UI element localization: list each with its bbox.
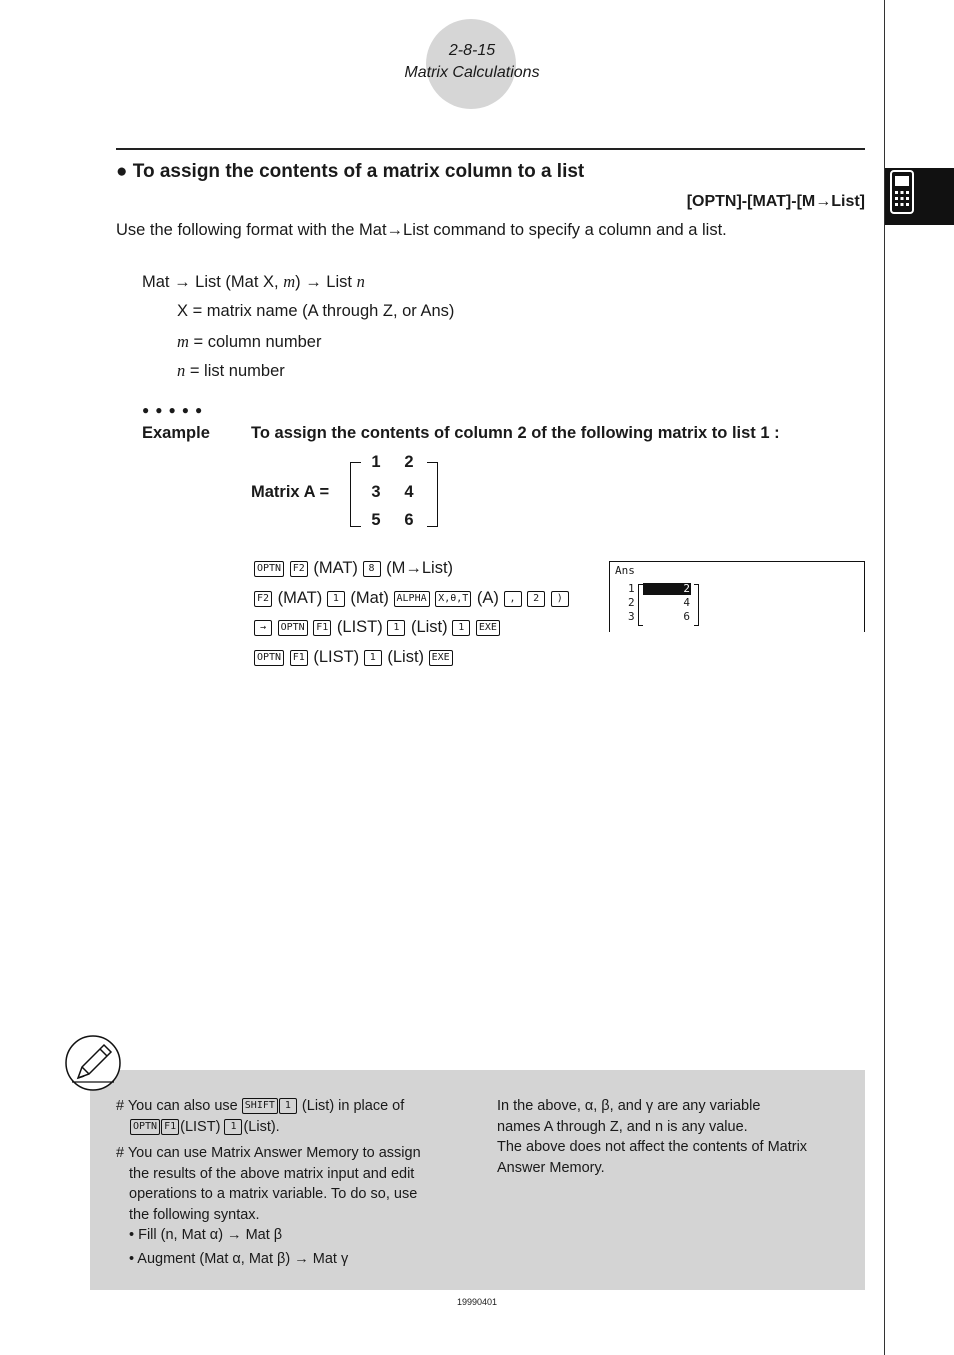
key-1: 1 xyxy=(452,620,470,636)
screen-right-bracket xyxy=(694,584,699,626)
top-rule xyxy=(116,148,865,150)
note-bullet-2: • Augment (Mat α, Mat β) → Mat γ xyxy=(129,1251,349,1267)
section-title: Matrix Calculations xyxy=(404,64,540,81)
note-2-line-1: # You can use Matrix Answer Memory to assign xyxy=(116,1145,421,1161)
key-f1: F1 xyxy=(161,1119,179,1135)
key-shift: SHIFT xyxy=(242,1098,278,1114)
key-sequence-line-2: F2 (MAT) 1 (Mat) ALPHA X,θ,T (A) , 2 ) xyxy=(254,589,570,608)
matrix-left-bracket xyxy=(350,462,361,527)
note-bullet-1: • Fill (n, Mat α) → Mat β xyxy=(129,1227,283,1243)
key-f1: F1 xyxy=(313,620,331,636)
matrix-cell: 5 xyxy=(371,511,381,529)
page-number: 2-8-15 xyxy=(448,42,496,59)
heading-text: To assign the contents of a matrix column to a list xyxy=(132,161,585,182)
note-right-line-1: In the above, α, β, and γ are any variable xyxy=(497,1098,761,1114)
matrix-cell: 2 xyxy=(404,453,414,471)
key-comma: , xyxy=(504,591,522,607)
key-8: 8 xyxy=(363,561,381,577)
key-sequence-line-4: OPTN F1 (LIST) 1 (List) EXE xyxy=(254,648,454,667)
matrix-cell: 4 xyxy=(404,483,414,501)
example-dots: ●●●●● xyxy=(142,403,209,417)
key-1: 1 xyxy=(364,650,382,666)
key-exe: EXE xyxy=(429,650,453,666)
key-sequence-line-1: OPTN F2 (MAT) 8 (M→List) xyxy=(254,559,453,578)
key-1: 1 xyxy=(224,1119,242,1135)
note-right-line-3: The above does not affect the contents of Matrix xyxy=(497,1139,808,1155)
document-id: 19990401 xyxy=(456,1297,498,1307)
key-1: 1 xyxy=(327,591,345,607)
note-2-line-4: the following syntax. xyxy=(129,1207,260,1223)
def-m: m = column number xyxy=(177,332,322,351)
screen-value: 2 xyxy=(683,582,690,595)
key-alpha: ALPHA xyxy=(394,591,430,607)
key-optn: OPTN xyxy=(254,650,284,666)
intro-text: Use the following format with the Mat→List command to specify a column and a list. xyxy=(116,221,727,239)
note-2-line-2: the results of the above matrix input and edit xyxy=(129,1166,415,1182)
key-sequence-line-3: → OPTN F1 (LIST) 1 (List) 1 EXE xyxy=(254,618,501,637)
note-1: # You can also use SHIFT 1 (List) in place of xyxy=(116,1098,405,1114)
note-1-cont: OPTN F1 (LIST) 1 (List). xyxy=(130,1117,280,1138)
key-optn: OPTN xyxy=(278,620,308,636)
key-1: 1 xyxy=(279,1098,297,1114)
calculator-icon xyxy=(890,170,914,214)
section-heading xyxy=(116,161,584,183)
key-1: 1 xyxy=(387,620,405,636)
key-close-paren: ) xyxy=(551,591,569,607)
key-exe: EXE xyxy=(476,620,500,636)
screen-row-label: 3 xyxy=(628,610,635,623)
calculator-screen xyxy=(609,561,865,632)
screen-value: 6 xyxy=(683,610,690,623)
key-path: [OPTN]-[MAT]-[M→List] xyxy=(686,193,865,210)
matrix-label: Matrix A = xyxy=(251,483,330,501)
key-x-theta-t: X,θ,T xyxy=(435,591,471,607)
def-n: n = list number xyxy=(177,361,285,380)
note-2-line-3: operations to a matrix variable. To do so, use xyxy=(129,1186,418,1202)
screen-row-label: 2 xyxy=(628,596,635,609)
matrix-cell: 1 xyxy=(371,453,381,471)
screen-row-label: 1 xyxy=(628,582,635,595)
key-assign-arrow: → xyxy=(254,620,272,636)
note-right-line-2: names A through Z, and n is any value. xyxy=(497,1119,748,1135)
matrix-cell: 3 xyxy=(371,483,381,501)
matrix-right-bracket xyxy=(427,462,438,527)
key-optn: OPTN xyxy=(130,1119,160,1135)
example-label: Example xyxy=(142,424,210,442)
key-f1: F1 xyxy=(290,650,308,666)
heading-bullet: ● xyxy=(116,161,128,182)
matrix-cell: 6 xyxy=(404,511,414,529)
format-syntax: Mat → List (Mat X, m) → List n xyxy=(142,272,365,291)
screen-value: 4 xyxy=(683,596,690,609)
example-text: To assign the contents of column 2 of the following matrix to list 1 : xyxy=(251,424,780,442)
note-right-line-4: Answer Memory. xyxy=(497,1160,605,1176)
key-2: 2 xyxy=(527,591,545,607)
def-x: X = matrix name (A through Z, or Ans) xyxy=(177,302,455,320)
key-optn: OPTN xyxy=(254,561,284,577)
pencil-icon xyxy=(64,1034,122,1092)
screen-title: Ans xyxy=(615,564,635,577)
key-f2: F2 xyxy=(254,591,272,607)
key-f2: F2 xyxy=(290,561,308,577)
